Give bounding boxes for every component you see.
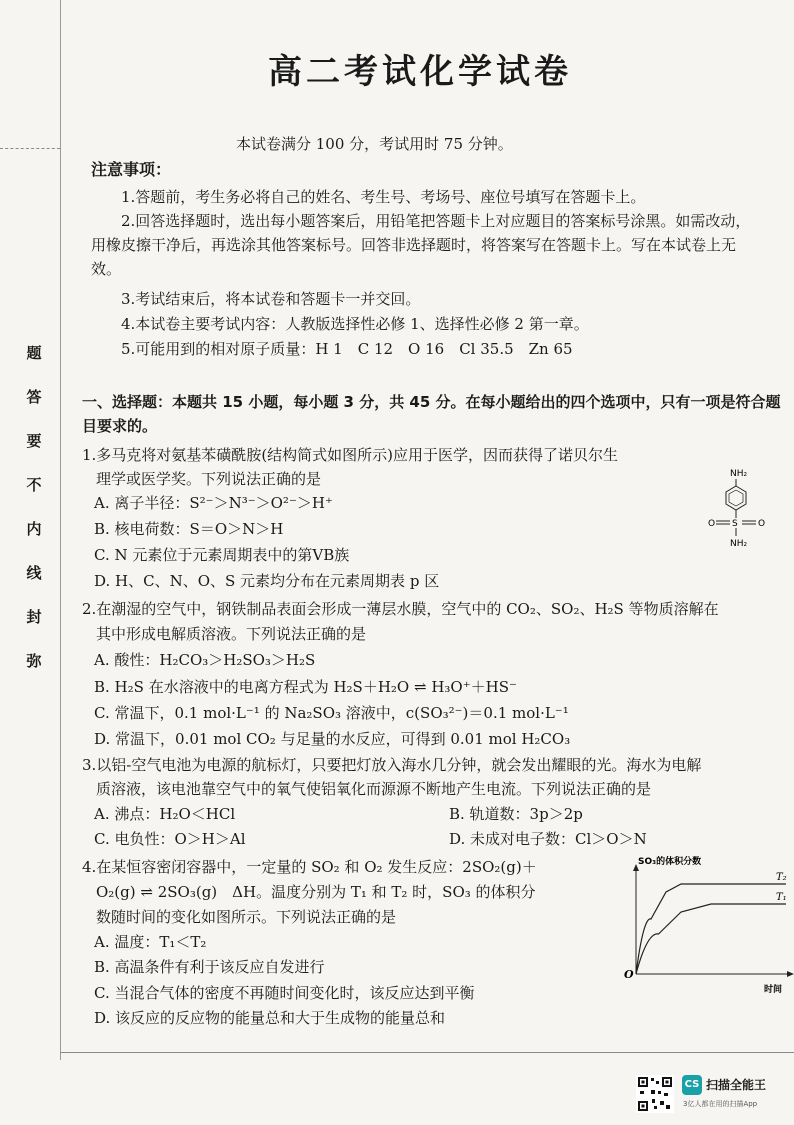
binding-margin-dash [0,148,60,150]
question-2-stem: 2.在潮湿的空气中，钢铁制品表面会形成一薄层水膜，空气中的 CO₂、SO₂、H₂S 等物质溶解在 [82,600,719,618]
question-1-stem: 1.多马克将对氨基苯磺酰胺(结构简式如图所示)应用于医学，因而获得了诺贝尔生 [82,446,619,464]
question-1-option-c: C. N 元素位于元素周期表中的第ⅤB族 [94,546,350,564]
question-3-stem: 3.以铝-空气电池为电源的航标灯，只要把灯放入海水几分钟，就会发出耀眼的光。海水为电解 [82,756,702,774]
question-3-option-c: C. 电负性：O＞H＞Al [94,830,246,848]
series-label-t1: T₁ [776,892,787,903]
question-4-option-c: C. 当混合气体的密度不再随时间变化时，该反应达到平衡 [94,984,475,1002]
sulfur-label: S [732,519,738,529]
question-3-option-a: A. 沸点：H₂O＜HCl [94,805,236,823]
seal-char: 弥 [26,652,42,670]
question-1-option-d: D. H、C、N、O、S 元素均分布在元素周期表 p 区 [94,572,440,590]
series-label-t2: T₂ [776,872,787,883]
question-1-option-b: B. 核电荷数：S＝O＞N＞H [94,520,284,538]
seal-char: 封 [26,608,42,626]
amine-bottom-label: NH₂ [730,539,748,549]
seal-char: 线 [26,564,42,582]
notice-heading: 注意事项： [91,160,172,179]
notice-item: 5.可能用到的相对原子质量：H 1 C 12 O 16 Cl 35.5 Zn 65 [121,340,573,358]
chart-origin: O [624,968,634,981]
so3-volume-fraction-chart [614,852,794,997]
question-1-stem: 理学或医学奖。下列说法正确的是 [96,470,322,488]
oxygen-right-label: O [758,519,766,529]
seal-char: 答 [26,388,42,406]
camscanner-logo-icon: CS [682,1075,702,1095]
chart-ylabel: SO₃的体积分数 [638,857,702,867]
notice-item: 3.考试结束后，将本试卷和答题卡一并交回。 [121,290,421,308]
section-heading: 一、选择题：本题共 15 小题，每小题 3 分，共 45 分。在每小题给出的四个选项中，只有一项是符合题目要求的。 [82,393,781,435]
notice-item: 2.回答选择题时，选出每小题答案后，用铅笔把答题卡上对应题目的答案标号涂黑。如需改动，用橡皮擦干净后，再选涂其他答案标号。回答非选择题时，将答案写在答题卡上。写在本试卷上无效。 [91,212,751,278]
exam-info: 本试卷满分 100 分，考试用时 75 分钟。 [236,135,513,153]
question-4-stem: O₂(g) ⇌ 2SO₃(g) ΔH。温度分别为 T₁ 和 T₂ 时，SO₃ 的体积分 [96,883,536,901]
question-1-option-a: A. 离子半径：S²⁻＞N³⁻＞O²⁻＞H⁺ [94,494,333,512]
sulfanilamide-structure [696,466,776,556]
question-3-stem: 质溶液，该电池靠空气中的氧气使铝氧化而源源不断地产生电流。下列说法正确的是 [96,780,652,798]
notice-item: 1.答题前，考生务必将自己的姓名、考生号、考场号、座位号填写在答题卡上。 [121,188,646,206]
qr-code-icon [636,1075,674,1113]
question-4-stem: 数随时间的变化如图所示。下列说法正确的是 [96,908,397,926]
bottom-rule [60,1052,794,1053]
question-3-option-d: D. 未成对电子数：Cl＞O＞N [449,830,647,848]
question-4-stem: 4.在某恒容密闭容器中，一定量的 SO₂ 和 O₂ 发生反应：2SO₂(g)＋ [82,858,537,876]
seal-line-text [22,340,46,692]
question-4-option-a: A. 温度：T₁＜T₂ [94,933,207,951]
series-line-t2 [636,884,786,974]
seal-char: 要 [26,432,42,450]
question-3-option-b: B. 轨道数：3p＞2p [449,805,583,823]
seal-char: 内 [26,520,42,538]
question-4-option-d: D. 该反应的反应物的能量总和大于生成物的能量总和 [94,1009,446,1027]
scanner-app-name: 扫描全能王 [706,1078,767,1092]
page-title: 高二考试化学试卷 [268,52,572,92]
amine-top-label: NH₂ [730,469,748,479]
chart-xlabel: 时间 [764,985,783,995]
binding-margin-line [60,0,61,1060]
question-4-option-b: B. 高温条件有利于该反应自发进行 [94,958,325,976]
seal-char: 题 [26,344,42,362]
question-2-option-b: B. H₂S 在水溶液中的电离方程式为 H₂S＋H₂O ⇌ H₃O⁺＋HS⁻ [94,678,517,696]
notice-item: 4.本试卷主要考试内容：人教版选择性必修 1、选择性必修 2 第一章。 [121,315,589,333]
question-2-option-c: C. 常温下，0.1 mol·L⁻¹ 的 Na₂SO₃ 溶液中，c(SO₃²⁻)＝0.1 mol·L⁻¹ [94,704,569,722]
question-2-option-d: D. 常温下，0.01 mol CO₂ 与足量的水反应，可得到 0.01 mol H₂CO₃ [94,730,571,748]
seal-char: 不 [26,476,42,494]
oxygen-left-label: O [708,519,716,529]
series-line-t1 [636,904,786,974]
question-2-stem: 其中形成电解质溶液。下列说法正确的是 [96,625,367,643]
scanner-tagline: 3亿人都在用的扫描App [683,1100,758,1108]
question-2-option-a: A. 酸性：H₂CO₃＞H₂SO₃＞H₂S [94,651,316,669]
